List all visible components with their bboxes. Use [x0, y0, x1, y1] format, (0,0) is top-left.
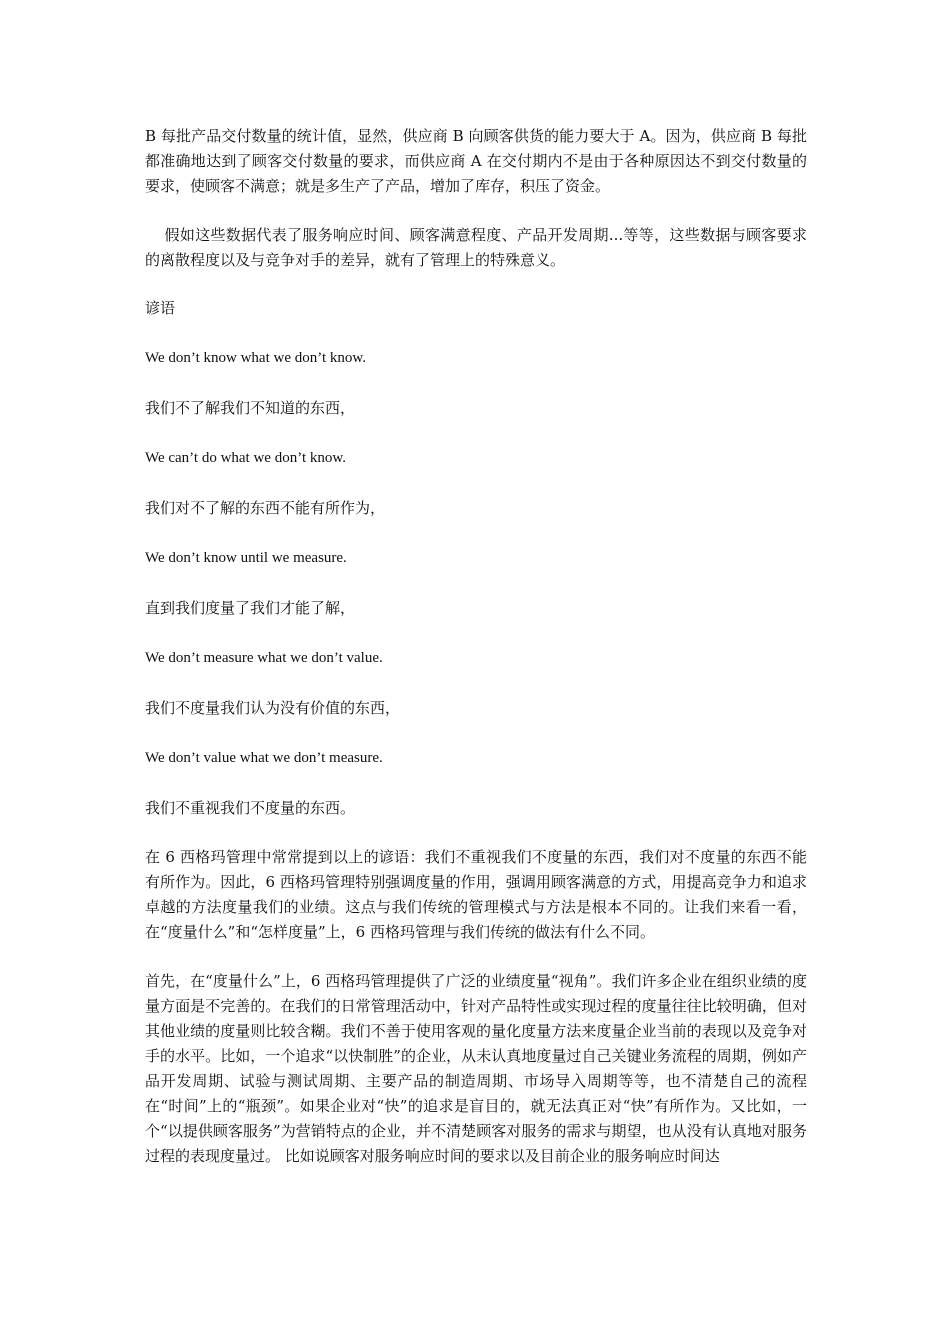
proverb-en-2: We can’t do what we don’t know. [145, 450, 346, 466]
proverb-en-5: We don’t value what we don’t measure. [145, 750, 383, 766]
proverb-zh-2: 我们对不了解的东西不能有所作为， [145, 499, 386, 517]
proverb-zh-5: 我们不重视我们不度量的东西。 [145, 799, 356, 817]
proverb-zh-3: 直到我们度量了我们才能了解， [145, 599, 356, 617]
proverb-heading: 谚语 [145, 299, 176, 317]
paragraph-intro: B 每批产品交付数量的统计值，显然，供应商 B 向顾客供货的能力要大于 A。因为，供应商 B 每批都准确地达到了顾客交付数量的要求，而供应商 A 在交付期内不是由于各种原因达不到交付数量的要求，使顾客不满意；就是多生产了产品，增加了库存，积压了资金。 [145, 127, 807, 195]
proverb-en-4: We don’t measure what we don’t value. [145, 650, 383, 666]
paragraph-assume: 假如这些数据代表了服务响应时间、顾客满意程度、产品开发周期...等等，这些数据与顾客要求的离散程度以及与竞争对手的差异，就有了管理上的特殊意义。 [145, 226, 807, 269]
paragraph-six-sigma: 在 6 西格玛管理中常常提到以上的谚语：我们不重视我们不度量的东西，我们对不度量的东西不能有所作为。因此，6 西格玛管理特别强调度量的作用，强调用顾客满意的方式，用提高竞争力和追求卓越的方法度量我们的业绩。这点与我们传统的管理模式与方法是根本不同的。让我们来看一看，在“度量什么”和“怎样度量”上，6 西格玛管理与我们传统的做法有什么不同。 [145, 848, 807, 941]
proverb-zh-1: 我们不了解我们不知道的东西， [145, 399, 356, 417]
proverb-zh-4: 我们不度量我们认为没有价值的东西， [145, 699, 401, 717]
paragraph-first: 首先，在“度量什么”上，6 西格玛管理提供了广泛的业绩度量“视角”。我们许多企业在组织业绩的度量方面是不完善的。在我们的日常管理活动中，针对产品特性或实现过程的度量往往比较明确，但对其他业绩的度量则比较含糊。我们不善于使用客观的量化度量方法来度量企业当前的表现以及竞争对手的水平。比如，一个追求“以快制胜”的企业，从未认真地度量过自己关键业务流程的周期，例如产品开发周期、试验与测试周期、主要产品的制造周期、市场导入周期等等，也不清楚自己的流程在“时间”上的“瓶颈”。如果企业对“快”的追求是盲目的，就无法真正对“快”有所作为。又比如，一个“以提供顾客服务”为营销特点的企业，并不清楚顾客对服务的需求与期望，也从没有认真地对服务过程的表现度量过。 比如说顾客对服务响应时间的要求以及目前企业的服务响应时间达 [145, 972, 807, 1165]
document-body [145, 124, 807, 1193]
proverb-en-3: We don’t know until we measure. [145, 550, 347, 566]
proverb-en-1: We don’t know what we don’t know. [145, 350, 366, 366]
